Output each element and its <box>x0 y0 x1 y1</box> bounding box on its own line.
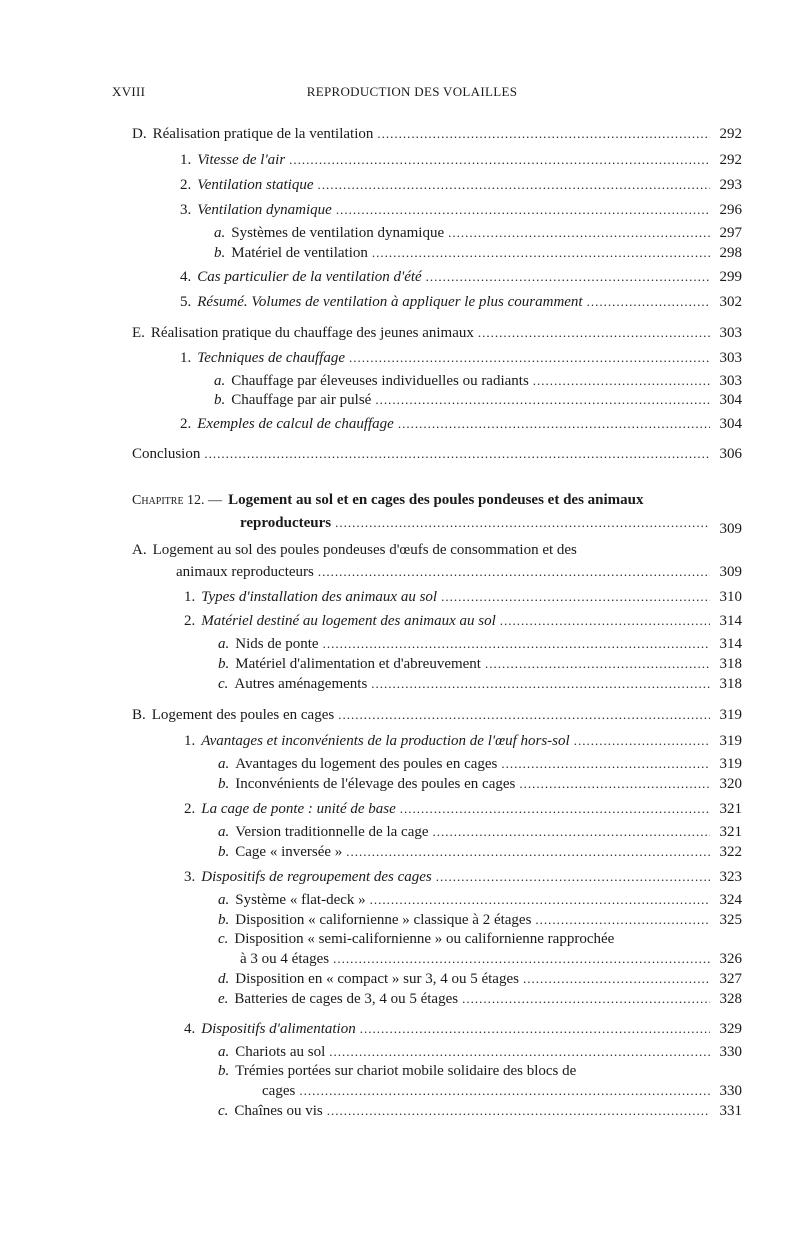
dot-leader <box>501 755 710 772</box>
toc-entry-subsection <box>180 415 742 433</box>
toc-entry-section <box>132 324 742 342</box>
toc-entry-item <box>218 1063 742 1080</box>
toc-entry-subsection <box>184 868 742 886</box>
entry-page: 327 <box>719 971 742 987</box>
toc-entry-section <box>132 542 742 559</box>
entry-page: 331 <box>719 1103 742 1119</box>
dot-leader <box>574 732 710 749</box>
entry-page: 293 <box>719 177 742 193</box>
entry-title: Dispositifs de regroupement des cages <box>201 869 432 885</box>
dot-leader <box>318 176 711 193</box>
dot-leader <box>441 588 710 605</box>
entry-title: Techniques de chauffage <box>197 350 346 366</box>
entry-title: Exemples de calcul de chauffage <box>197 416 394 432</box>
dot-leader <box>519 775 710 792</box>
entry-title: Batteries de cages de 3, 4 ou 5 étages <box>234 991 459 1007</box>
entry-label: 3. <box>184 869 196 885</box>
entry-label: 1. <box>184 733 196 749</box>
toc-entry-item <box>218 635 742 653</box>
entry-label: 2. <box>184 801 196 817</box>
dot-leader <box>371 675 710 692</box>
dot-leader <box>329 1043 710 1060</box>
entry-label: a. <box>218 824 230 840</box>
entry-label: 1. <box>180 152 192 168</box>
entry-page: 299 <box>719 269 742 285</box>
entry-label: e. <box>218 991 229 1007</box>
toc-entry-subsection <box>180 293 742 311</box>
dot-leader <box>398 415 710 432</box>
dot-leader <box>318 563 710 580</box>
toc-entry-subsection <box>180 176 742 194</box>
entry-label: b. <box>218 912 230 928</box>
entry-page: 292 <box>719 126 742 142</box>
entry-title: Logement des poules en cages <box>151 707 335 723</box>
entry-title: Systèmes de ventilation dynamique <box>231 225 445 241</box>
toc-entry-section-cont <box>176 563 742 581</box>
entry-page: 329 <box>719 1021 742 1037</box>
entry-title: Version traditionnelle de la cage <box>235 824 429 840</box>
entry-label: 1. <box>184 589 196 605</box>
entry-label: 4. <box>180 269 192 285</box>
dot-leader <box>377 125 710 142</box>
toc-entry-item <box>214 391 742 409</box>
entry-title: Types d'installation des animaux au sol <box>201 589 438 605</box>
toc-entry-item <box>218 675 742 693</box>
entry-page: 303 <box>719 350 742 366</box>
entry-label: d. <box>218 971 230 987</box>
toc-entry-item-cont <box>240 950 742 968</box>
dot-leader <box>360 1020 710 1037</box>
toc-entry-subsection <box>180 151 742 169</box>
toc-entry-item-cont <box>262 1082 742 1100</box>
dot-leader <box>349 349 710 366</box>
dot-leader <box>478 324 710 341</box>
entry-page: 318 <box>719 676 742 692</box>
entry-title: Ventilation dynamique <box>197 202 332 218</box>
entry-title: Résumé. Volumes de ventilation à appliquer le plus couramment <box>197 294 583 310</box>
toc-entry-item <box>218 1102 742 1120</box>
entry-page: 302 <box>719 294 742 310</box>
entry-page: 310 <box>719 589 742 605</box>
entry-title: Matériel d'alimentation et d'abreuvement <box>235 656 481 672</box>
entry-page: 319 <box>719 756 742 772</box>
entry-label: 1. <box>180 350 192 366</box>
entry-page: 309 <box>719 521 742 537</box>
entry-page: 321 <box>719 824 742 840</box>
entry-page: 298 <box>719 245 742 261</box>
entry-title: Chariots au sol <box>235 1044 326 1060</box>
toc-entry-subsection <box>180 268 742 286</box>
entry-page: 303 <box>719 373 742 389</box>
entry-label: a. <box>214 373 226 389</box>
toc-entry-item <box>218 911 742 929</box>
toc-entry-item <box>218 775 742 793</box>
dot-leader <box>338 706 710 723</box>
toc-entry-item <box>218 1043 742 1061</box>
dot-leader <box>289 151 710 168</box>
entry-page: 322 <box>719 844 742 860</box>
dot-leader <box>375 391 710 408</box>
dot-leader <box>323 635 710 652</box>
entry-label: a. <box>218 636 230 652</box>
dot-leader <box>500 612 710 629</box>
toc-entry-item <box>218 990 742 1008</box>
dot-leader <box>400 800 710 817</box>
toc-entry-item <box>218 655 742 673</box>
entry-title-cont: animaux reproducteurs <box>176 564 314 580</box>
entry-title: Nids de ponte <box>235 636 319 652</box>
entry-page: 328 <box>719 991 742 1007</box>
toc-entry-chapter <box>132 492 742 509</box>
chapter-title-cont: reproducteurs <box>240 515 332 531</box>
entry-title: Chaînes ou vis <box>234 1103 323 1119</box>
entry-page: 296 <box>719 202 742 218</box>
entry-page: 306 <box>719 446 742 462</box>
entry-label: 3. <box>180 202 192 218</box>
entry-page: 309 <box>719 564 742 580</box>
entry-title: Réalisation pratique de la ventilation <box>152 126 374 142</box>
entry-label: a. <box>218 892 230 908</box>
entry-label: c. <box>218 931 229 947</box>
entry-page: 319 <box>719 707 742 723</box>
entry-title: Système « flat-deck » <box>235 892 366 908</box>
entry-label: A. <box>132 542 147 558</box>
dot-leader <box>433 823 710 840</box>
dot-leader <box>448 224 710 241</box>
dot-leader <box>485 655 710 672</box>
entry-page: 303 <box>719 325 742 341</box>
entry-page: 326 <box>719 951 742 967</box>
entry-title: Inconvénients de l'élevage des poules en cages <box>235 776 516 792</box>
entry-page: 314 <box>719 613 742 629</box>
dot-leader <box>299 1082 710 1099</box>
entry-page: 319 <box>719 733 742 749</box>
page-number-roman: XVIII <box>112 84 146 99</box>
entry-title-cont: à 3 ou 4 étages <box>240 951 330 967</box>
toc-entry-subsection <box>184 588 742 606</box>
entry-label: b. <box>218 1063 230 1079</box>
entry-title: Conclusion <box>132 446 201 462</box>
entry-title: Dispositifs d'alimentation <box>201 1021 356 1037</box>
entry-title: Avantages et inconvénients de la production de l'œuf hors-sol <box>201 733 570 749</box>
dot-leader <box>327 1102 710 1119</box>
toc-entry-item <box>218 970 742 988</box>
toc-entry-subsection <box>184 732 742 750</box>
entry-label: c. <box>218 676 229 692</box>
entry-label: 4. <box>184 1021 196 1037</box>
entry-title: Disposition en « compact » sur 3, 4 ou 5 étages <box>235 971 519 987</box>
entry-title: Avantages du logement des poules en cages <box>235 756 498 772</box>
toc-entry-chapter-cont <box>240 514 742 537</box>
dot-leader <box>335 514 710 531</box>
dot-leader <box>204 445 710 462</box>
entry-title: Logement au sol des poules pondeuses d'œufs de consommation et des <box>152 542 577 558</box>
entry-label: 2. <box>180 416 192 432</box>
entry-label: 5. <box>180 294 192 310</box>
entry-page: 330 <box>719 1044 742 1060</box>
toc-entry-subsection <box>184 1020 742 1038</box>
entry-label: B. <box>132 707 146 723</box>
entry-label: E. <box>132 325 145 341</box>
chapter-label: Chapitre 12. — <box>132 493 223 508</box>
chapter-title: Logement au sol et en cages des poules pondeuses et des animaux <box>228 492 644 508</box>
toc-entry-item <box>218 755 742 773</box>
entry-page: 292 <box>719 152 742 168</box>
entry-label: b. <box>218 656 230 672</box>
entry-page: 297 <box>719 225 742 241</box>
entry-page: 323 <box>719 869 742 885</box>
entry-title: Disposition « semi-californienne » ou californienne rapprochée <box>234 931 615 947</box>
entry-label: 2. <box>180 177 192 193</box>
dot-leader <box>370 891 710 908</box>
entry-title: Réalisation pratique du chauffage des jeunes animaux <box>150 325 474 341</box>
entry-page: 318 <box>719 656 742 672</box>
entry-page: 325 <box>719 912 742 928</box>
entry-label: b. <box>218 844 230 860</box>
entry-title-cont: cages <box>262 1083 296 1099</box>
toc-entry-subsection <box>184 800 742 818</box>
dot-leader <box>372 244 710 261</box>
entry-page: 304 <box>719 392 742 408</box>
entry-title: Autres aménagements <box>234 676 368 692</box>
dot-leader <box>426 268 710 285</box>
entry-title: Chauffage par air pulsé <box>231 392 372 408</box>
dot-leader <box>462 990 710 1007</box>
entry-label: a. <box>218 756 230 772</box>
entry-title: Vitesse de l'air <box>197 152 286 168</box>
toc-entry-item <box>218 823 742 841</box>
entry-page: 330 <box>719 1083 742 1099</box>
dot-leader <box>535 911 710 928</box>
entry-page: 320 <box>719 776 742 792</box>
toc-entry-subsection <box>180 349 742 367</box>
entry-title: Chauffage par éleveuses individuelles ou radiants <box>231 373 529 389</box>
entry-page: 304 <box>719 416 742 432</box>
dot-leader <box>333 950 710 967</box>
toc-entry-section <box>132 125 742 143</box>
toc-entry-item <box>218 843 742 861</box>
entry-title: Ventilation statique <box>197 177 314 193</box>
dot-leader <box>346 843 710 860</box>
entry-title: Cas particulier de la ventilation d'été <box>197 269 422 285</box>
dot-leader <box>523 970 710 987</box>
entry-title: Matériel de ventilation <box>231 245 368 261</box>
entry-title: Trémies portées sur chariot mobile solidaire des blocs de <box>235 1063 577 1079</box>
entry-title: Cage « inversée » <box>235 844 343 860</box>
entry-page: 324 <box>719 892 742 908</box>
entry-page: 321 <box>719 801 742 817</box>
toc-entry-item <box>214 244 742 262</box>
entry-label: a. <box>218 1044 230 1060</box>
dot-leader <box>436 868 710 885</box>
dot-leader <box>336 201 710 218</box>
entry-title: La cage de ponte : unité de base <box>201 801 396 817</box>
entry-label: a. <box>214 225 226 241</box>
entry-label: 2. <box>184 613 196 629</box>
entry-page: 314 <box>719 636 742 652</box>
dot-leader <box>587 293 710 310</box>
entry-label: D. <box>132 126 147 142</box>
toc-entry-item <box>218 931 742 948</box>
entry-label: b. <box>218 776 230 792</box>
dot-leader <box>533 372 710 389</box>
toc-entry-section <box>132 445 742 463</box>
toc-entry-item <box>214 372 742 390</box>
entry-title: Matériel destiné au logement des animaux au sol <box>201 613 496 629</box>
toc-entry-item <box>218 891 742 909</box>
toc-entry-subsection <box>184 612 742 630</box>
entry-label: b. <box>214 245 226 261</box>
toc-entry-item <box>214 224 742 242</box>
toc-entry-subsection <box>180 201 742 219</box>
toc-entry-section <box>132 706 742 724</box>
entry-label: c. <box>218 1103 229 1119</box>
entry-label: b. <box>214 392 226 408</box>
running-title: REPRODUCTION DES VOLAILLES <box>306 84 518 99</box>
entry-title: Disposition « californienne » classique à 2 étages <box>235 912 532 928</box>
